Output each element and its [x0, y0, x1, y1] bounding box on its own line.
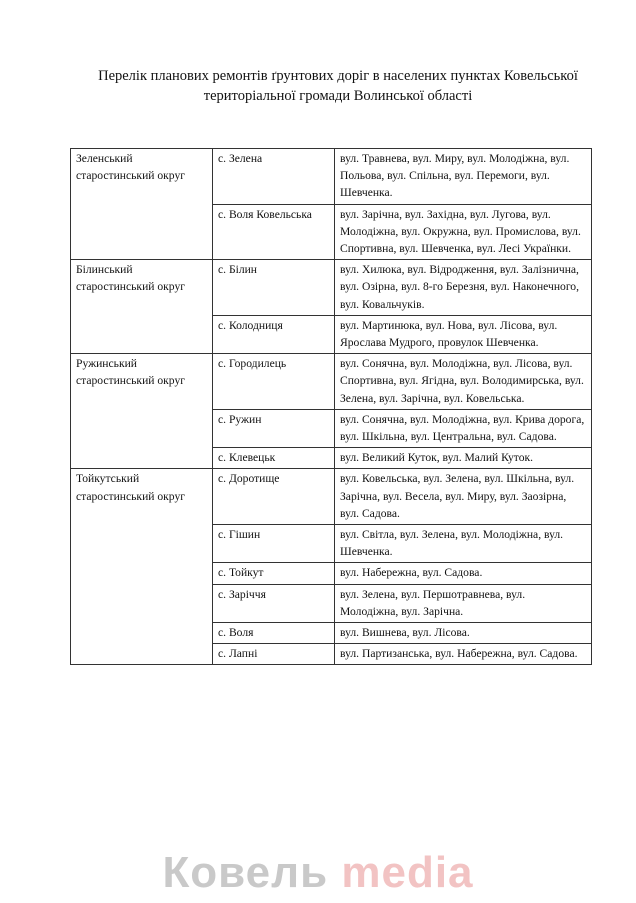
- table-row: [71, 354, 592, 410]
- village-cell: с. Ружин: [213, 409, 335, 447]
- streets-cell: вул. Вишнева, вул. Лісова.: [335, 623, 592, 644]
- village-cell: с. Зелена: [213, 149, 335, 205]
- streets-cell: вул. Сонячна, вул. Молодіжна, вул. Лісова, вул. Спортивна, вул. Ягідна, вул. Володимирська, вул. Зелена, вул. Зарічна, вул. Ковельська.: [335, 354, 592, 410]
- watermark-logo: [0, 843, 636, 903]
- streets-cell: вул. Мартинюка, вул. Нова, вул. Лісова, вул. Ярослава Мудрого, провулок Шевченка.: [335, 315, 592, 353]
- streets-cell: вул. Ковельська, вул. Зелена, вул. Шкільна, вул. Зарічна, вул. Весела, вул. Миру, вул. Заозірна, вул. Садова.: [335, 469, 592, 525]
- streets-cell: вул. Хилюка, вул. Відродження, вул. Залізнична, вул. Озірна, вул. 8-го Березня, вул. Наконечного, вул. Ковальчуків.: [335, 260, 592, 316]
- village-cell: с. Воля Ковельська: [213, 204, 335, 260]
- streets-cell: вул. Партизанська, вул. Набережна, вул. Садова.: [335, 644, 592, 665]
- road-repair-table: [70, 148, 592, 665]
- village-cell: с. Воля: [213, 623, 335, 644]
- village-cell: с. Заріччя: [213, 584, 335, 622]
- village-cell: с. Городилець: [213, 354, 335, 410]
- village-cell: с. Колодниця: [213, 315, 335, 353]
- streets-cell: вул. Травнева, вул. Миру, вул. Молодіжна, вул. Польова, вул. Спільна, вул. Перемоги, вул. Шевченка.: [335, 149, 592, 205]
- streets-cell: вул. Сонячна, вул. Молодіжна, вул. Крива дорога, вул. Шкільна, вул. Центральна, вул. Садова.: [335, 409, 592, 447]
- document-title: [60, 66, 616, 106]
- village-cell: с. Тойкут: [213, 563, 335, 584]
- title-line-2: територіальної громади Волинської області: [203, 88, 473, 104]
- village-cell: с. Доротище: [213, 469, 335, 525]
- streets-cell: вул. Зелена, вул. Першотравнева, вул. Молодіжна, вул. Зарічна.: [335, 584, 592, 622]
- table-row: [71, 149, 592, 205]
- district-cell: Ружинський старостинський округ: [71, 354, 213, 469]
- table-row: [71, 260, 592, 316]
- district-cell: Білинський старостинський округ: [71, 260, 213, 354]
- watermark-part-1: Ковель: [162, 848, 329, 897]
- village-cell: с. Білин: [213, 260, 335, 316]
- village-cell: с. Гішин: [213, 525, 335, 563]
- watermark-part-2: media: [341, 848, 474, 897]
- title-line-1: Перелік планових ремонтів ґрунтових доріг в населених пунктах Ковельської: [98, 68, 578, 84]
- village-cell: с. Клевецьк: [213, 448, 335, 469]
- table-row: [71, 469, 592, 525]
- village-cell: с. Лапні: [213, 644, 335, 665]
- streets-cell: вул. Зарічна, вул. Західна, вул. Лугова, вул. Молодіжна, вул. Окружна, вул. Промислова, вул. Спортивна, вул. Шевченка, вул. Лесі Українки.: [335, 204, 592, 260]
- streets-cell: вул. Великий Куток, вул. Малий Куток.: [335, 448, 592, 469]
- streets-cell: вул. Набережна, вул. Садова.: [335, 563, 592, 584]
- district-cell: Тойкутський старостинський округ: [71, 469, 213, 665]
- streets-cell: вул. Світла, вул. Зелена, вул. Молодіжна, вул. Шевченка.: [335, 525, 592, 563]
- district-cell: Зеленський старостинський округ: [71, 149, 213, 260]
